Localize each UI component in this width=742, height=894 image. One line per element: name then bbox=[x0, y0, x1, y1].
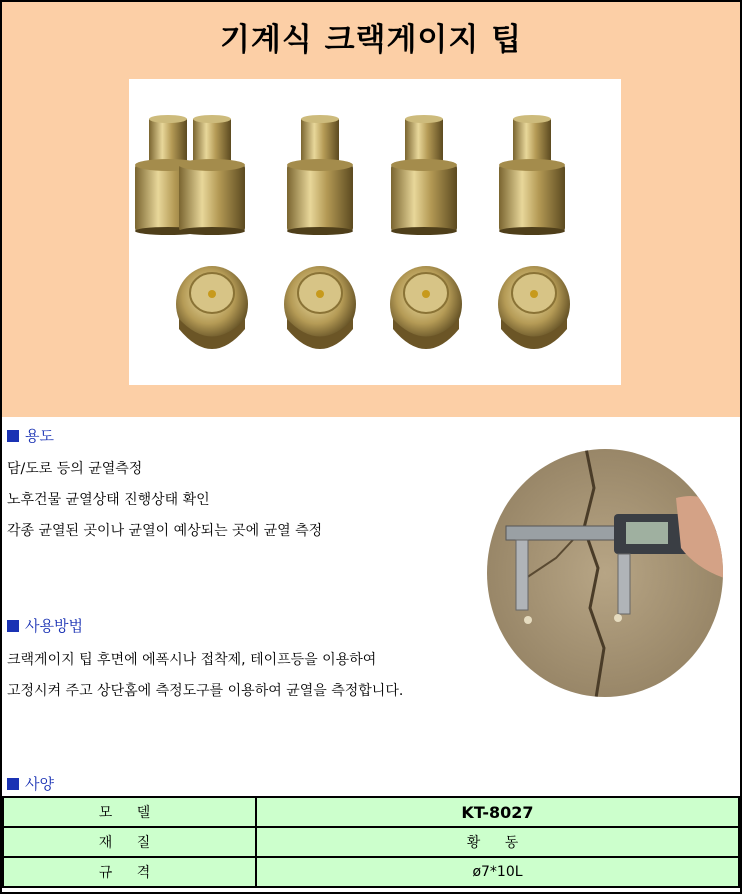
square-bullet-icon bbox=[7, 430, 19, 442]
brass-tips-illustration bbox=[129, 79, 621, 385]
method-line: 고정시켜 주고 상단홈에 측정도구를 이용하여 균열을 측정합니다. bbox=[7, 683, 404, 699]
square-bullet-icon bbox=[7, 620, 19, 632]
method-heading: 사용방법 bbox=[7, 615, 83, 636]
table-row bbox=[3, 857, 739, 887]
spec-label: 모 델 bbox=[3, 797, 256, 827]
usage-line: 노후건물 균열상태 진행상태 확인 bbox=[7, 492, 210, 508]
spec-label: 재 질 bbox=[3, 827, 256, 857]
square-bullet-icon bbox=[7, 778, 19, 790]
usage-line: 담/도로 등의 균열측정 bbox=[7, 461, 143, 477]
spec-value: 황 동 bbox=[256, 827, 739, 857]
page-title: 기계식 크랙게이지 팁 bbox=[219, 22, 523, 58]
usage-heading: 용도 bbox=[7, 425, 54, 446]
spec-value: KT-8027 bbox=[256, 797, 739, 827]
product-photo bbox=[129, 79, 621, 385]
method-line: 크랙게이지 팁 후면에 에폭시나 접착제, 테이프등을 이용하여 bbox=[7, 652, 377, 668]
spec-value: ø7*10L bbox=[256, 857, 739, 887]
spec-label: 규 격 bbox=[3, 857, 256, 887]
spec-heading: 사양 bbox=[7, 773, 54, 794]
table-row bbox=[3, 827, 739, 857]
usage-line: 각종 균열된 곳이나 균열이 예상되는 곳에 균열 측정 bbox=[7, 523, 323, 539]
spec-table bbox=[2, 796, 740, 888]
header-panel bbox=[2, 2, 740, 417]
table-row bbox=[3, 797, 739, 827]
usage-example-photo bbox=[486, 448, 724, 698]
caliper-on-crack-illustration bbox=[486, 448, 724, 698]
